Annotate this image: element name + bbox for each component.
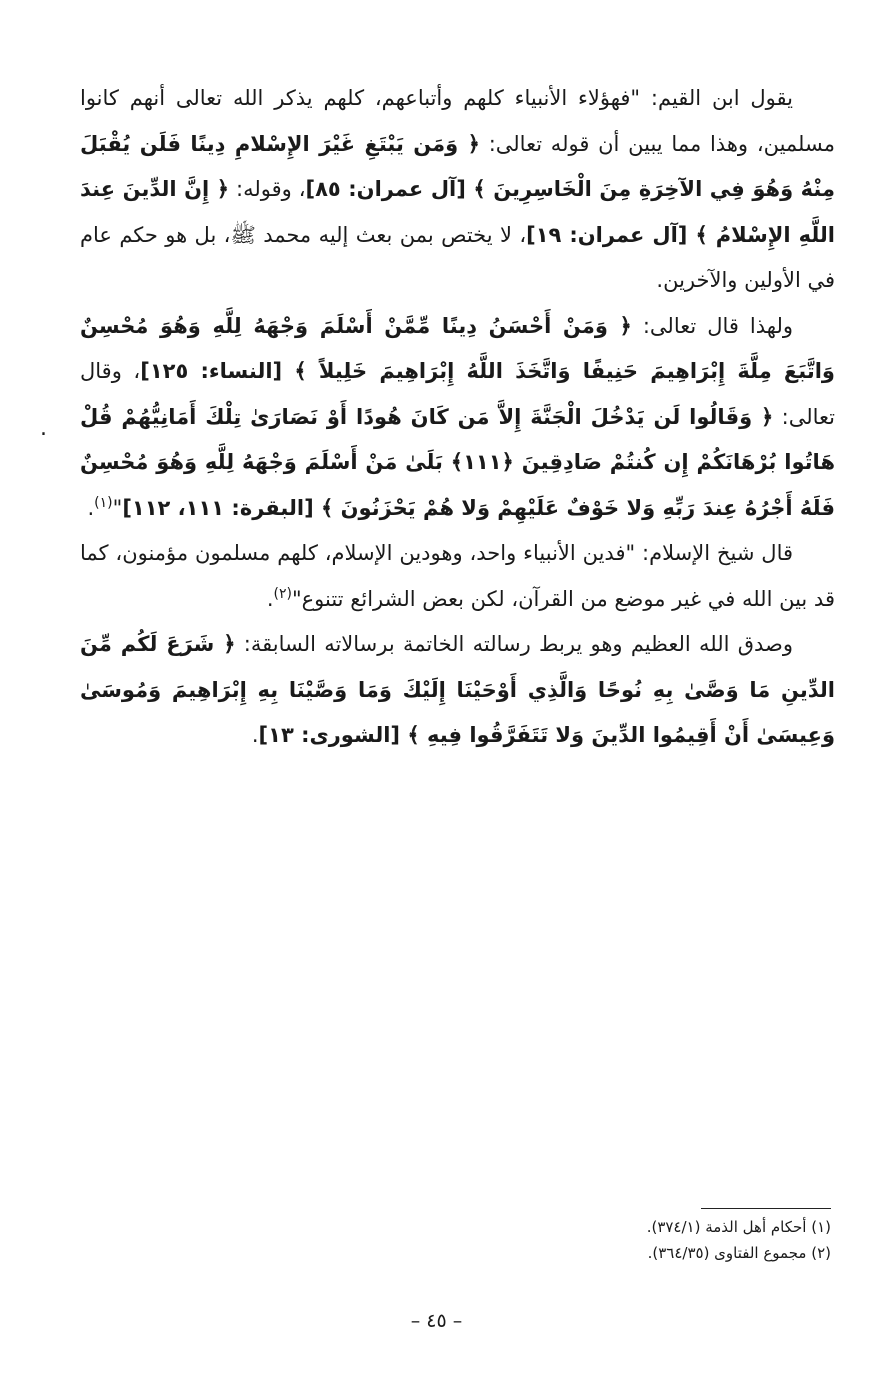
footnote-marker: (١) [94,494,113,511]
verse-reference: [آل عمران: ١٩] [526,222,696,247]
stray-dot: . [40,416,47,441]
main-text [80,76,835,759]
verse-reference: [النساء: ١٢٥] [140,359,295,383]
text-run: يقول ابن القيم: "فهؤلاء الأنبياء كلهم وأتباعهم، كلهم يذكر الله تعالى أنهم كانوا مسلمين، وهذا مما يبين أن قوله تعالى: [80,86,835,156]
paragraph-shura [80,622,835,759]
quran-verse: ﴿ وَمَنْ أَحْسَنُ دِينًا مِّمَّنْ أَسْلَمَ وَجْهَهُ لِلَّهِ وَهُوَ مُحْسِنٌ وَاتَّبَعَ مِلَّةَ إِبْرَاهِيمَ حَنِيفًا وَاتَّخَذَ اللَّهُ إِبْرَاهِيمَ خَلِيلاً ﴾ [80,313,835,383]
page-number: – ٤٥ – [410,1310,463,1332]
footnote-1: (١) أحكام أهل الذمة (٣٧٤/١). [646,1218,831,1236]
text-run: . [251,723,259,747]
footnote-divider [701,1208,831,1209]
text-run: ، لا يختص بمن بعث إليه محمد ﷺ، بل هو حكم عام في الأولين والآخرين. [80,222,835,292]
text-run: وصدق الله العظيم وهو يربط رسالته الخاتمة برسالاته السابقة: [235,632,793,656]
text-run: . [87,495,95,520]
verse-reference: [الشورى: ١٣] [258,723,408,747]
text-run: " [112,495,123,520]
verse-reference: [آل عمران: ٨٥] [305,177,474,201]
quran-verse: ﴿ شَرَعَ لَكُم مِّنَ الدِّينِ مَا وَصَّىٰ بِهِ نُوحًا وَالَّذِي أَوْحَيْنَا إِلَيْكَ وَمَا وَصَّيْنَا بِهِ إِبْرَاهِيمَ وَمُوسَىٰ وَعِيسَىٰ أَنْ أَقِيمُوا الدِّينَ وَلا تَتَفَرَّقُوا فِيهِ ﴾ [80,632,835,747]
paragraph-verses [80,304,835,532]
footnotes [431,1214,831,1266]
text-run: ولهذا قال تعالى: [631,313,793,338]
quran-verse: ﴿ وَمَن يَبْتَغِ غَيْرَ الإِسْلامِ دِينًا فَلَن يُقْبَلَ مِنْهُ وَهُوَ فِي الآخِرَةِ مِنَ الْخَاسِرِينَ ﴾ [80,131,835,201]
paragraph-shaykh-al-islam [80,531,835,622]
text-run: ، وقوله: [229,177,306,201]
footnote-2: (٢) مجموع الفتاوى (٣٦٤/٣٥). [647,1244,831,1262]
quran-verse: ﴿ إِنَّ الدِّينَ عِندَ اللَّهِ الإِسْلامُ ﴾ [80,177,835,247]
footnote-marker: (٢) [273,585,292,602]
text-run: قال شيخ الإسلام: "فدين الأنبياء واحد، وهودين الإسلام، كلهم مسلمون مؤمنون، كما قد بين الله في غير موضع من القرآن، لكن بعض الشرائع تتنوع" [80,541,835,611]
text-run: . [266,586,274,611]
paragraph-ibn-qayyim [80,76,835,304]
text-run: ، وقال تعالى: [80,359,835,429]
verse-reference: [البقرة: ١١١، ١١٢] [122,495,321,520]
quran-verse: ﴿ وَقَالُوا لَن يَدْخُلَ الْجَنَّةَ إِلاَّ مَن كَانَ هُودًا أَوْ نَصَارَىٰ تِلْكَ أَمَانِيُّهُمْ قُلْ هَاتُوا بُرْهَانَكُمْ إِن كُنتُمْ صَادِقِينَ ﴿١١١﴾ بَلَىٰ مَنْ أَسْلَمَ وَجْهَهُ لِلَّهِ وَهُوَ مُحْسِنٌ فَلَهُ أَجْرُهُ عِندَ رَبِّهِ وَلا خَوْفٌ عَلَيْهِمْ وَلا هُمْ يَحْزَنُونَ ﴾ [80,404,836,520]
